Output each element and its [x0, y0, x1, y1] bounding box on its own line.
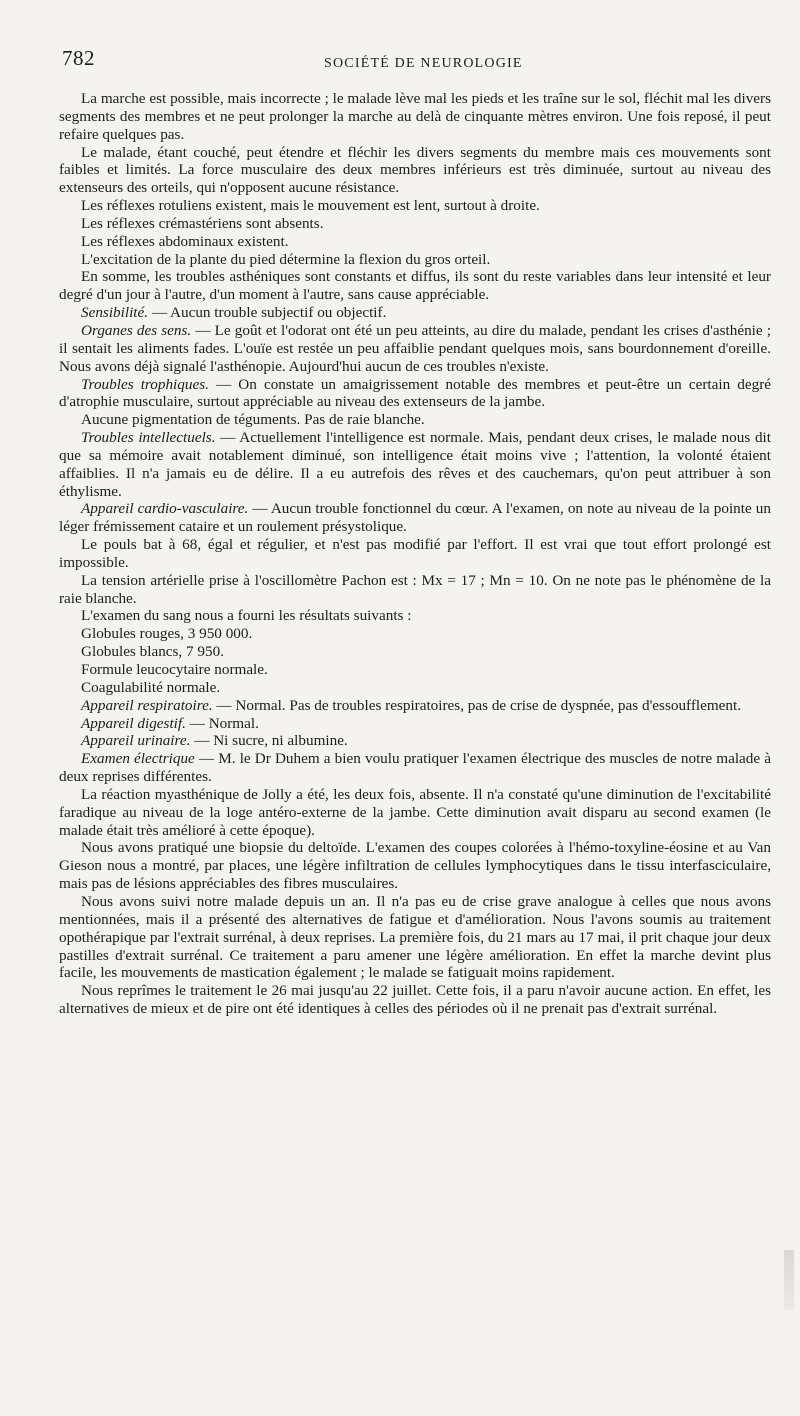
paragraph — [59, 572, 771, 608]
paragraph-text: La tension artérielle prise à l'oscillomètre Pachon est : Mx = 17 ; Mn = 10. On ne note pas le phénomène de la raie blanche. — [59, 571, 771, 607]
section-lead: Sensibilité. — [81, 304, 149, 322]
paragraph — [59, 697, 771, 715]
paragraph-text: La réaction myasthénique de Jolly a été, les deux fois, absente. Il n'a constaté qu'une diminution de l'excitabilité faradique au niveau de la loge antéro-externe de la jambe. Cette diminution avait disparu au second examen (le malade était très amélioré à cette époque). — [59, 785, 771, 839]
paragraph-text: — Le goût et l'odorat ont été un peu atteints, au dire du malade, pendant les crises d'asthénie ; il sentait les aliments fades. L'ouïe est restée un peu affaiblie pendant quelques mois, sans bourdonnement d'oreille. Nous avons déjà signalé l'asthénopie. Aujourd'hui aucun de ces troubles n'existe. — [59, 321, 771, 375]
data-line — [59, 643, 771, 661]
paragraph-text: Les réflexes rotuliens existent, mais le mouvement est lent, surtout à droite. — [81, 197, 540, 215]
paragraph-text: Le pouls bat à 68, égal et régulier, et n'est pas modifié par l'effort. Il est vrai que tout effort prolongé est impossible. — [59, 536, 771, 571]
paragraph — [59, 500, 771, 536]
paragraph — [59, 376, 771, 412]
data-line — [59, 661, 771, 679]
paragraph-text: — Normal. — [185, 714, 259, 732]
paragraph-text: Les réflexes abdominaux existent. — [81, 232, 289, 250]
paragraph — [59, 215, 771, 233]
paragraph — [59, 144, 771, 198]
paragraph — [59, 304, 771, 322]
paragraph — [59, 750, 771, 786]
paragraph-text: Les réflexes crémastériens sont absents. — [81, 214, 324, 232]
article-body — [59, 90, 771, 1018]
paragraph-text: — M. le Dr Duhem a bien voulu pratiquer l'examen électrique des muscles de notre malade à deux reprises différentes. — [59, 750, 771, 786]
paragraph — [59, 607, 771, 625]
section-lead: Appareil digestif. — [81, 714, 186, 732]
paragraph-text: — On constate un amaigrissement notable des membres et peut-être un certain degré d'atrophie musculaire, surtout appréciable au niveau des extenseurs de la jambe. — [59, 375, 771, 411]
paragraph — [59, 536, 771, 572]
paragraph-text: L'excitation de la plante du pied détermine la flexion du gros orteil. — [81, 250, 491, 268]
section-lead: Troubles intellectuels. — [81, 429, 216, 447]
paragraph-text: Globules blancs, 7 950. — [81, 643, 224, 661]
paragraph — [59, 982, 771, 1018]
paragraph — [59, 90, 771, 144]
section-lead: Troubles trophiques. — [81, 375, 209, 393]
paragraph — [59, 732, 771, 750]
paragraph — [59, 197, 771, 215]
section-lead: Appareil cardio-vasculaire. — [81, 500, 249, 518]
paragraph-text: L'examen du sang nous a fourni les résultats suivants : — [81, 607, 412, 625]
page-header — [62, 46, 772, 76]
data-line — [59, 625, 771, 643]
page-number: 782 — [62, 46, 95, 70]
paragraph — [59, 893, 771, 982]
section-lead: Organes des sens. — [81, 321, 192, 339]
paragraph-text: Nous reprîmes le traitement le 26 mai jusqu'au 22 juillet. Cette fois, il a paru n'avoir aucune action. En effet, les alternatives de mieux et de pire ont été identiques à celles des périodes où il ne prenait pas d'extrait surrénal. — [59, 982, 771, 1018]
paragraph — [59, 715, 771, 733]
paragraph-text: La marche est possible, mais incorrecte ; le malade lève mal les pieds et les traîne sur le sol, fléchit mal les divers segments des membres et ne peut prolonger la marche au delà de cinquante mètres environ. Une fois reposé, il peut refaire quelques pas. — [59, 90, 771, 143]
paragraph — [59, 233, 771, 251]
running-title: SOCIÉTÉ DE NEUROLOGIE — [324, 56, 523, 71]
paragraph-text: — Aucun trouble subjectif ou objectif. — [148, 304, 387, 322]
paragraph-text: — Ni sucre, ni albumine. — [190, 732, 348, 750]
paragraph-text: En somme, les troubles asthéniques sont constants et diffus, ils sont du reste variables dans leur intensité et leur degré d'un jour à l'autre, d'un moment à l'autre, sans cause appréciable. — [59, 268, 771, 304]
paragraph — [59, 322, 771, 376]
section-lead: Examen électrique — [81, 750, 195, 768]
paragraph-text: Coagulabilité normale. — [81, 678, 221, 696]
paragraph-text: — Actuellement l'intelligence est normale. Mais, pendant deux crises, le malade nous dit que sa mémoire avait notablement diminué, son intelligence était moins vive ; l'attention, la volonté étaient affaiblies. Il n'a jamais eu de délire. Il a eu autrefois des rêves et des cauchemars, qu'on peut attribuer à son éthylisme. — [59, 429, 771, 500]
paragraph-text: Formule leucocytaire normale. — [81, 661, 268, 678]
paragraph-text: Aucune pigmentation de téguments. Pas de raie blanche. — [81, 411, 425, 429]
paragraph — [59, 839, 771, 893]
paragraph — [59, 786, 771, 840]
paragraph-text: Nous avons suivi notre malade depuis un an. Il n'a pas eu de crise grave analogue à celles que nous avons mentionnées, mais il a présenté des alternatives de fatigue et d'amélioration. Nous l'avons soumis au traitement opothérapique par l'extrait surrénal, à deux reprises. La première fois, du 21 mars au 17 mai, il prit chaque jour deux pastilles d'extrait surrénal. Ce traitement a paru amener une légère amélioration. En effet la marche devint plus facile, les mouvements de mastication également ; le malade se fatiguait moins rapidement. — [59, 892, 771, 982]
paragraph — [59, 251, 771, 269]
section-lead: Appareil urinaire. — [81, 732, 191, 750]
paragraph — [59, 268, 771, 304]
data-line — [59, 679, 771, 697]
section-lead: Appareil respiratoire. — [81, 696, 213, 714]
paragraph-text: — Normal. Pas de troubles respiratoires, pas de crise de dyspnée, pas d'essoufflement. — [212, 696, 742, 714]
page-edge-mark — [784, 1250, 794, 1310]
paragraph-text: Le malade, étant couché, peut étendre et fléchir les divers segments du membre mais ces mouvements sont faibles et limités. La force musculaire des deux membres inférieurs est très diminuée, surtout au niveau des extenseurs des orteils, qui n'opposent aucune résistance. — [59, 143, 771, 197]
paragraph — [59, 411, 771, 429]
paragraph-text: Nous avons pratiqué une biopsie du deltoïde. L'examen des coupes colorées à l'hémo-toxyline-éosine et au Van Gieson nous a montré, par places, une légère infiltration de cellules lymphocytiques dans le tissu interfasciculaire, mais pas de lésions appréciables des fibres musculaires. — [59, 839, 771, 893]
paragraph-text: Globules rouges, 3 950 000. — [81, 625, 253, 643]
paragraph — [59, 429, 771, 500]
paragraph-text: — Aucun trouble fonctionnel du cœur. A l'examen, on note au niveau de la pointe un léger frémissement cataire et un roulement présystolique. — [59, 500, 771, 536]
